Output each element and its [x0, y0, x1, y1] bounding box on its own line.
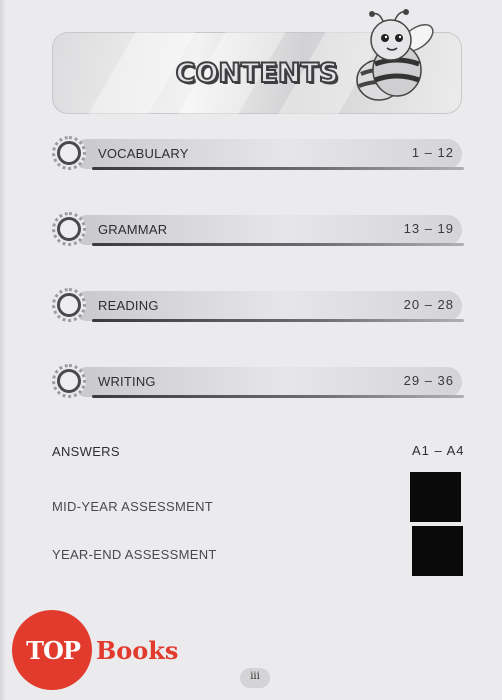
- answers-label: ANSWERS: [52, 444, 120, 459]
- toc-row-writing: [52, 364, 462, 404]
- page-title: CONTENTS: [175, 58, 339, 89]
- toc-row-grammar: [52, 212, 462, 252]
- toc-row-vocabulary: [52, 136, 462, 176]
- checkbox-circle-icon: [52, 212, 86, 246]
- bee-mascot-icon: [345, 8, 445, 108]
- logo-circle-text: TOP: [26, 636, 80, 665]
- section-pages: 29 – 36: [403, 373, 454, 388]
- section-label: WRITING: [98, 374, 156, 389]
- page-number: iii: [250, 671, 260, 682]
- page-number-badge: [240, 668, 270, 688]
- section-pages: 20 – 28: [403, 297, 454, 312]
- page-edge: [0, 0, 6, 700]
- logo-side-text: Books: [96, 636, 179, 665]
- section-label: READING: [98, 298, 159, 313]
- redacted-block: [410, 472, 461, 522]
- topbooks-watermark-logo: [12, 610, 192, 690]
- section-pages: 1 – 12: [411, 145, 454, 160]
- section-pages: 13 – 19: [403, 221, 454, 236]
- redacted-block: [412, 526, 463, 576]
- checkbox-circle-icon: [52, 136, 86, 170]
- checkbox-circle-icon: [52, 288, 86, 322]
- section-label: GRAMMAR: [98, 222, 168, 237]
- checkbox-circle-icon: [52, 364, 86, 398]
- year-end-assessment-label: YEAR-END ASSESSMENT: [52, 547, 217, 562]
- toc-row-reading: [52, 288, 462, 328]
- mid-year-assessment-label: MID-YEAR ASSESSMENT: [52, 499, 214, 514]
- section-label: VOCABULARY: [98, 146, 189, 161]
- answers-pages: A1 – A4: [412, 443, 465, 458]
